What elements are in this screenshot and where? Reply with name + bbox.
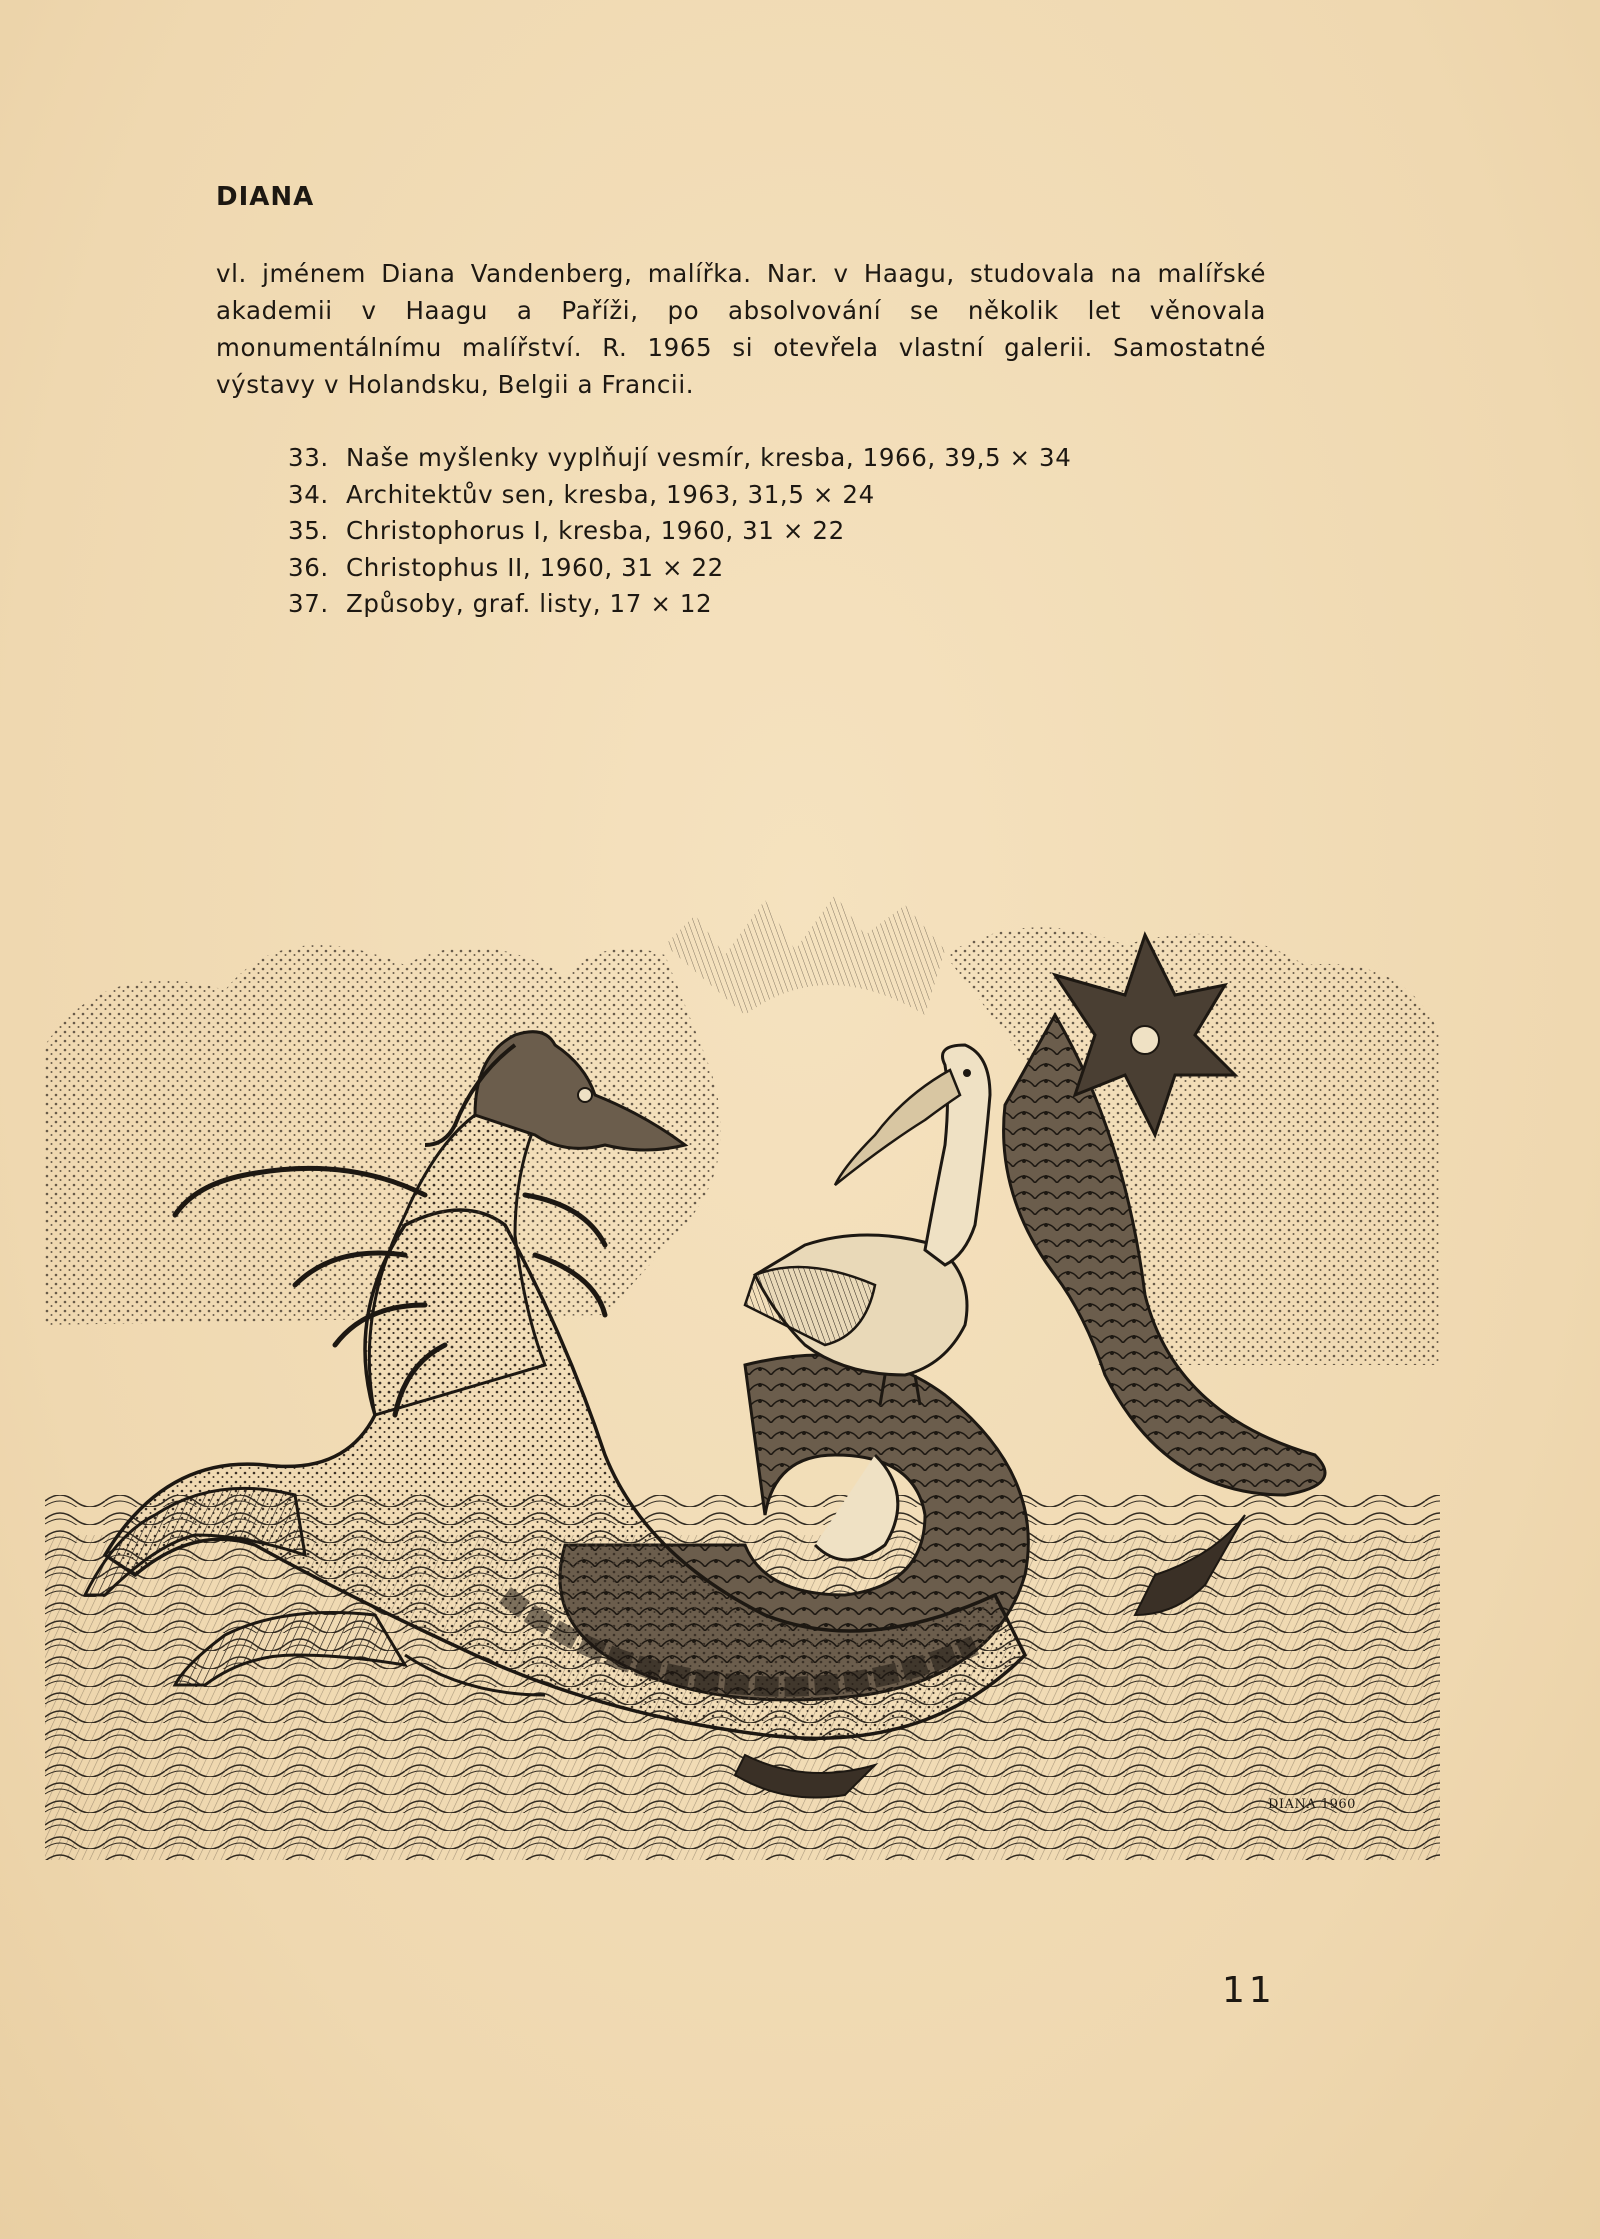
page-number: 11 <box>1222 1970 1276 2011</box>
work-number: 36. <box>288 552 329 582</box>
work-title: Způsoby, graf. listy, 17 × 12 <box>346 589 713 618</box>
work-title: Naše myšlenky vyplňují vesmír, kresba, 1966, 39,5 × 34 <box>346 443 1072 472</box>
work-number: 35. <box>288 516 329 545</box>
artist-biography: vl. jménem Diana Vandenberg, malířka. Nar. v Haagu, studovala na malířské akademii v Haagu a Paříži, po absolvování se několik let věnovala monumentálnímu malířství. R. 1965 si otevřela vlastní galerii. Samostatné výstavy v Holandsku, Belgii a Francii. <box>216 259 1266 399</box>
list-item <box>288 586 1071 623</box>
work-number: 37. <box>288 589 329 618</box>
sea-dragon-illustration <box>45 895 1440 1860</box>
list-item <box>288 550 1071 587</box>
work-title: Architektův sen, kresba, 1963, 31,5 × 24 <box>346 479 875 509</box>
work-title: Christophus II, 1960, 31 × 22 <box>346 552 724 582</box>
work-number: 34. <box>288 479 329 509</box>
work-title: Christophorus I, kresba, 1960, 31 × 22 <box>346 516 845 545</box>
illustration-signature: DIANA 1960 <box>1268 1797 1356 1812</box>
pelican-eye <box>963 1069 971 1077</box>
dragon-eye <box>578 1088 592 1102</box>
list-item <box>288 440 1071 477</box>
list-item <box>288 513 1071 550</box>
work-number: 33. <box>288 443 329 472</box>
list-item <box>288 477 1071 514</box>
works-list <box>288 440 1071 623</box>
artist-heading: DIANA <box>216 182 315 212</box>
